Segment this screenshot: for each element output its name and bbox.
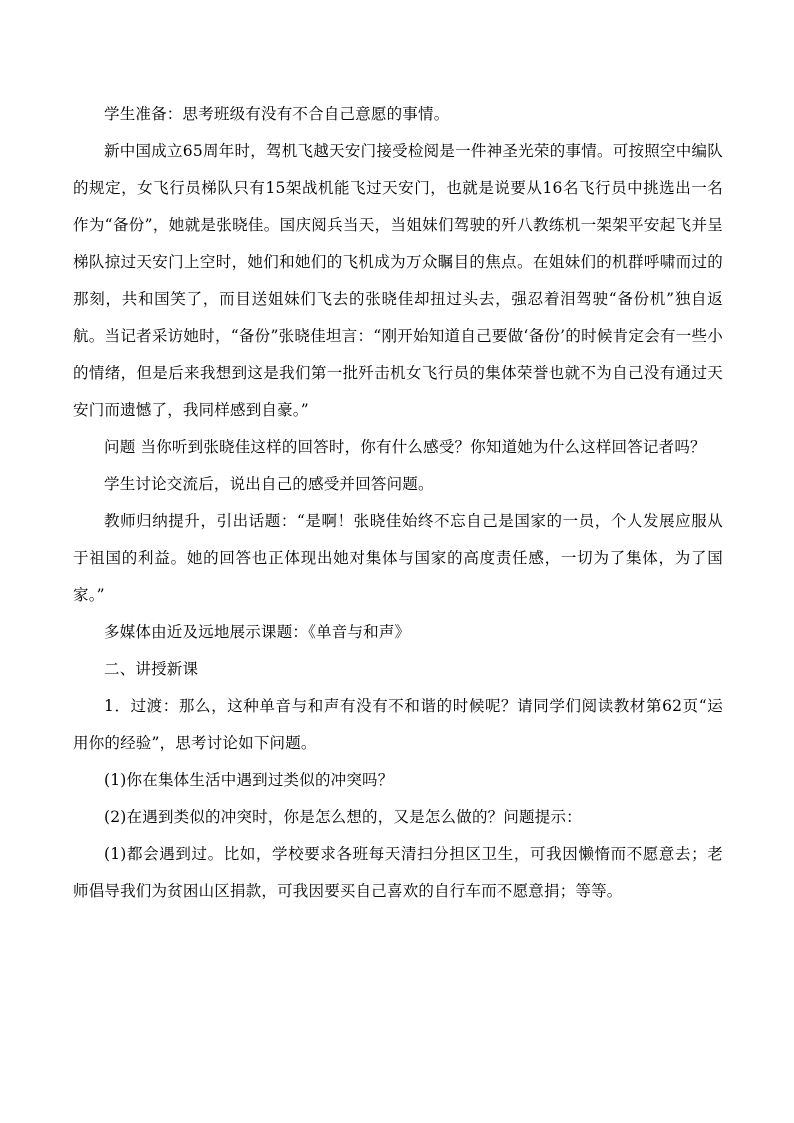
paragraph-question: 问题 当你听到张晓佳这样的回答时，你有什么感受？你知道她为什么这样回答记者吗？ [104, 438, 706, 456]
list-item-question-2: (2)在遇到类似的冲突时，你是怎么想的，又是怎么做的？问题提示： [104, 808, 582, 826]
paragraph-student-discussion: 学生讨论交流后，说出自己的感受并回答问题。 [104, 475, 434, 493]
list-item-question-1: (1)你在集体生活中遇到过类似的冲突吗？ [104, 771, 394, 789]
paragraph-lesson-topic: 多媒体由近及远地展示课题：《单音与和声》 [104, 623, 411, 641]
section-heading-new-lesson: 二、讲授新课 [104, 660, 199, 678]
paragraph-transition: 1．过渡：那么，这种单音与和声有没有不和谐的时候呢？请同学们阅读教材第62页“运用你的经验”，思考讨论如下问题。 [73, 697, 723, 752]
paragraph-story-zhang-xiaojia: 新中国成立65周年时，驾机飞越天安门接受检阅是一件神圣光荣的事情。可按照空中编队的规定，女飞行员梯队只有15架战机能飞过天安门，也就是说要从16名飞行员中挑选出一名作为“备份”，她就是张晓佳。国庆阅兵当天，当姐妹们驾驶的歼八教练机一架架平安起飞并呈梯队掠过天安门上空时，她们和她们的飞机成为万众瞩目的焦点。在姐妹们的机群呼啸而过的那刻，共和国笑了，而目送姐妹们飞去的张晓佳却扭过头去，强忍着泪驾驶“备份机”独自返航。当记者采访她时，“备份”张晓佳坦言：“刚开始知道自己要做‘备份’的时候肯定会有一些小的情绪，但是后来我想到这是我们第一批歼击机女飞行员的集体荣誉也就不为自己没有通过天安门而遗憾了，我同样感到自豪。” [73, 142, 723, 419]
paragraph-student-preparation: 学生准备：思考班级有没有不合自己意愿的事情。 [104, 105, 450, 123]
list-item-answer-1: (1)都会遇到过。比如，学校要求各班每天清扫分担区卫生，可我因懒惰而不愿意去；老师倡导我们为贫困山区捐款，可我因要买自己喜欢的自行车而不愿意捐；等等。 [73, 845, 723, 900]
document-body [73, 96, 723, 910]
paragraph-teacher-summary: 教师归纳提升，引出话题：“是啊！张晓佳始终不忘自己是国家的一员，个人发展应服从于祖国的利益。她的回答也正体现出她对集体与国家的高度责任感，一切为了集体，为了国家。” [73, 512, 723, 604]
